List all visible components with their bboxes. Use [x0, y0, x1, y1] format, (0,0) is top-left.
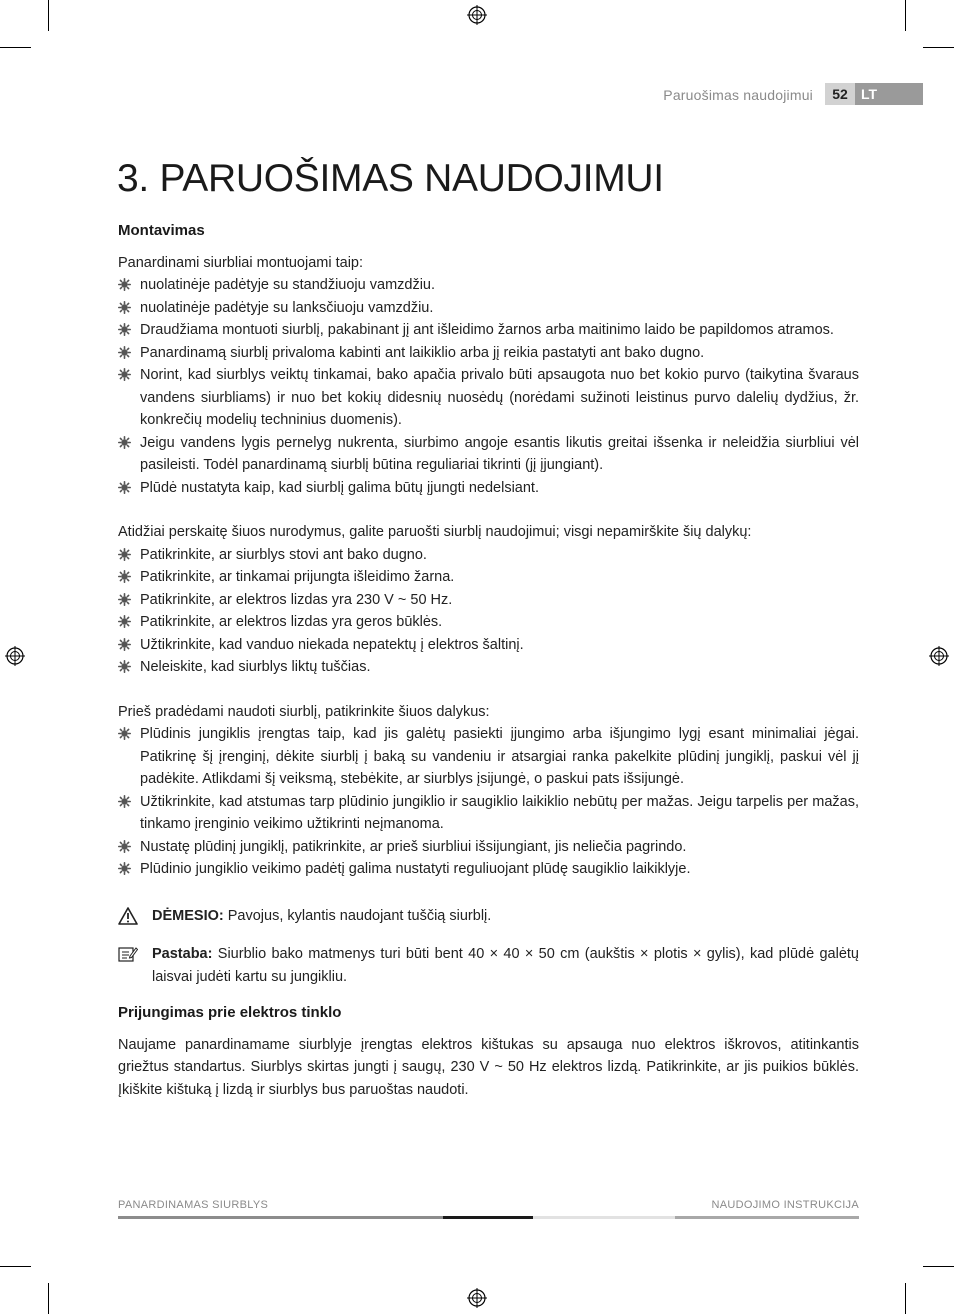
note-pencil-icon [118, 945, 138, 963]
bullet-icon [118, 727, 131, 740]
bullet-list [118, 274, 859, 499]
list-item [118, 364, 859, 432]
list-item [118, 656, 859, 679]
list-item [118, 432, 859, 477]
registration-mark-icon [467, 5, 487, 25]
list-item [118, 858, 859, 881]
note-label: Pastaba: [152, 946, 213, 962]
footer-rule [533, 1216, 675, 1219]
page-number: 52 [825, 83, 855, 105]
registration-mark-icon [467, 1288, 487, 1308]
section-heading-montavimas: Montavimas [118, 222, 205, 239]
list-item-text: Patikrinkite, ar elektros lizdas yra 230 V ~ 50 Hz. [140, 591, 453, 608]
list-item-text: Nustatę plūdinį jungiklį, patikrinkite, ar prieš siurbliui išsijungiant, jis neliečia pagrindo. [140, 838, 687, 855]
list-item-text: Neleiskite, kad siurblys liktų tuščias. [140, 659, 371, 675]
list-item-text: Užtikrinkite, kad vanduo niekada nepatektų į elektros šaltinį. [140, 636, 524, 653]
crop-mark [0, 1266, 31, 1267]
list-item-text: Norint, kad siurblys veiktų tinkamai, bako apačia privalo būti apsaugota nuo bet kokio purvo (taikytina švaraus vandens siurbliams) ir nuo bet kokių didesnių nuosėdų (norėdami sužinoti leistinus purvo dalelių dydžius, žr. konkrečių modelių techninius duomenis). [140, 367, 859, 428]
list-item [118, 836, 859, 859]
list-item [118, 611, 859, 634]
list-item-text: Plūdė nustatyta kaip, kad siurblį galima būtų įjungti nedelsiant. [140, 479, 539, 496]
bullet-icon [118, 548, 131, 561]
list-item-text: Jeigu vandens lygis pernelyg nukrenta, siurbimo angoje esantis likutis greitai išsenka ir neleidžia siurbliui vėl pasileisti. Todėl panardinamą siurblį būtina reguliariai tikrinti (jį įjungiant). [140, 434, 859, 473]
list-item-text: nuolatinėje padėtyje su lanksčiuoju vamzdžiu. [140, 299, 434, 316]
paragraph: Panardinami siurbliai montuojami taip: [118, 254, 364, 271]
list-item-text: Plūdinis jungiklis įrengtas taip, kad jis galėtų pasiekti įjungimo arba išjungimo lygį esant minimaliai jėgai. Patikrinę šį įrenginį, dėkite siurblį į baką su vandeniu ir atsargiai ranka pakelkite plūdinį jungiklį, paskui vėl jį padėkite. Atlikdami šį veiksmą, stebėkite, ar siurblys įsijungė, o paskui pats išsijungė. [140, 726, 859, 787]
list-item [118, 544, 859, 567]
list-item-text: Plūdinio jungiklio veikimo padėtį galima nustatyti reguliuojant plūdę saugiklio laikiklyje. [140, 861, 691, 877]
bullet-icon [118, 301, 131, 314]
language-tag: LT [855, 83, 923, 105]
bullet-list [118, 544, 859, 679]
list-item [118, 274, 859, 297]
footer-rule [118, 1216, 443, 1219]
bullet-icon [118, 840, 131, 853]
list-item [118, 477, 859, 500]
paragraph: Prieš pradėdami naudoti siurblį, patikrinkite šiuos dalykus: [118, 703, 490, 720]
bullet-list [118, 723, 859, 881]
crop-mark [0, 47, 31, 48]
paragraph: Naujame panardinamame siurblyje įrengtas elektros kištukas su apsauga nuo elektros iškrovos, atitinkantis griežtus standartus. Siurblys skirtas jungti į saugų, 230 V ~ 50 Hz elektros lizdą. Patikrinkite, ar jis puikios būklės. Įkiškite kištuką į lizdą ir siurblys bus paruoštas naudoti. [118, 1036, 859, 1098]
crop-mark [923, 47, 954, 48]
note-text: Siurblio bako matmenys turi būti bent 40 × 40 × 50 cm (aukštis × plotis × gylis), kad plūdė galėtų laisvai judėti kartu su jungikliu. [152, 946, 859, 985]
bullet-icon [118, 862, 131, 875]
footer-document-name: NAUDOJIMO INSTRUKCIJA [711, 1199, 859, 1211]
paragraph: Atidžiai perskaitę šiuos nurodymus, galite paruošti siurblį naudojimui; visgi nepamirškite šių dalykų: [118, 524, 752, 540]
footer-rule [675, 1216, 859, 1219]
bullet-icon [118, 346, 131, 359]
list-item [118, 297, 859, 320]
bullet-icon [118, 660, 131, 673]
bullet-icon [118, 615, 131, 628]
bullet-icon [118, 638, 131, 651]
registration-mark-icon [5, 646, 25, 666]
bullet-icon [118, 323, 131, 336]
warning-triangle-icon [118, 907, 138, 925]
list-item [118, 791, 859, 836]
warning-notice [118, 905, 859, 928]
crop-mark [905, 1283, 906, 1314]
crop-mark [48, 1283, 49, 1314]
list-item-text: Patikrinkite, ar elektros lizdas yra geros būklės. [140, 614, 443, 630]
list-item-text: Panardinamą siurblį privaloma kabinti ant laikiklio arba jį reikia pastatyti ant bako dugno. [140, 344, 705, 361]
list-item [118, 723, 859, 791]
warning-text: Pavojus, kylantis naudojant tuščią siurblį. [227, 907, 492, 924]
footer-rule-accent [443, 1216, 533, 1219]
list-item [118, 634, 859, 657]
list-item-text: Patikrinkite, ar siurblys stovi ant bako dugno. [140, 546, 427, 563]
section-heading-power: Prijungimas prie elektros tinklo [118, 1004, 342, 1021]
list-item [118, 319, 859, 342]
bullet-icon [118, 436, 131, 449]
bullet-icon [118, 481, 131, 494]
list-item [118, 589, 859, 612]
list-item-text: Patikrinkite, ar tinkamai prijungta išleidimo žarna. [140, 569, 455, 585]
warning-label: DĖMESIO: [152, 907, 224, 924]
header-section-title: Paruošimas naudojimui [663, 87, 813, 103]
list-item-text: nuolatinėje padėtyje su standžiuoju vamzdžiu. [140, 277, 436, 293]
main-content [118, 220, 859, 1101]
bullet-icon [118, 593, 131, 606]
note-notice [118, 943, 859, 988]
bullet-icon [118, 368, 131, 381]
registration-mark-icon [929, 646, 949, 666]
list-item-text: Draudžiama montuoti siurblį, pakabinant jį ant išleidimo žarnos arba maitinimo laido be papildomos atramos. [140, 322, 834, 338]
bullet-icon [118, 570, 131, 583]
list-item [118, 342, 859, 365]
footer-product-name: PANARDINAMAS SIURBLYS [118, 1199, 269, 1211]
crop-mark [48, 0, 49, 31]
crop-mark [923, 1266, 954, 1267]
crop-mark [905, 0, 906, 31]
page-title: 3. PARUOŠIMAS NAUDOJIMUI [117, 157, 664, 200]
bullet-icon [118, 795, 131, 808]
bullet-icon [118, 278, 131, 291]
list-item [118, 566, 859, 589]
list-item-text: Užtikrinkite, kad atstumas tarp plūdinio jungiklio ir saugiklio laikiklio nebūtų per mažas. Jeigu tarpelis per mažas, tinkamo įrenginio veikimo užtikrinti neįmanoma. [140, 793, 859, 832]
